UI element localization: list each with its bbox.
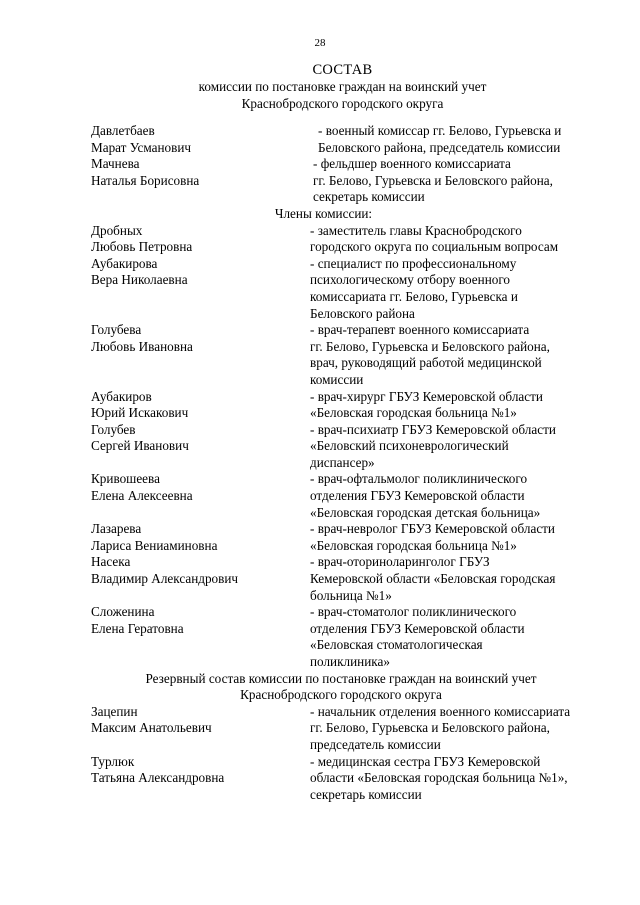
person-role-line: - врач-хирург ГБУЗ Кемеровской области <box>310 388 543 404</box>
person-name <box>91 554 310 604</box>
person-name <box>91 223 310 256</box>
person-name-line: Давлетбаев <box>91 123 155 138</box>
person-role-line: комиссариата гг. Белово, Гурьевска и <box>310 288 518 304</box>
person-name-line: Марат Усманович <box>91 139 192 155</box>
person-role <box>310 704 636 754</box>
person-name-line: Насека <box>91 554 131 570</box>
person-name <box>91 389 310 422</box>
person-entry <box>91 389 636 422</box>
person-role-line: отделения ГБУЗ Кемеровской области <box>310 620 525 636</box>
person-name-line: Голубева <box>91 322 142 338</box>
person-role <box>310 389 636 422</box>
person-entry <box>91 223 636 256</box>
person-role <box>310 156 636 206</box>
heading-line-2: комиссии по постановке граждан на воинский учет <box>198 79 487 94</box>
person-role-line: - заместитель главы Краснобродского <box>310 222 522 238</box>
person-entry <box>91 604 636 670</box>
person-role <box>310 256 636 322</box>
person-name-line: Максим Анатольевич <box>91 720 212 736</box>
person-role-line: Беловского района, председатель комиссии <box>318 139 561 155</box>
person-name <box>91 123 310 156</box>
person-name-line: Владимир Александрович <box>91 571 239 587</box>
person-name-line: Турлюк <box>91 753 135 769</box>
document-body <box>91 123 636 803</box>
person-name-line: Лазарева <box>91 521 142 537</box>
person-role <box>310 754 636 804</box>
person-name-line: Сергей Иванович <box>91 438 189 454</box>
person-name-line: Елена Алексеевна <box>91 488 193 504</box>
person-role <box>310 123 636 156</box>
person-entry <box>91 156 636 206</box>
person-role-line: «Беловская городская больница №1» <box>310 405 517 421</box>
person-role-line: «Беловский психоневрологический <box>310 438 509 454</box>
person-role <box>310 322 636 388</box>
person-role-line: психологическому отбору военного <box>310 272 511 288</box>
person-name-line: Зацепин <box>91 703 138 719</box>
reserve-title-line-1: Резервный состав комиссии по постановке граждан на воинский учет <box>145 670 537 686</box>
person-role-line: отделения ГБУЗ Кемеровской области <box>310 488 525 504</box>
person-entry <box>91 554 636 604</box>
person-name-line: Мачнева <box>91 156 140 172</box>
heading-line-3: Краснобродского городского округа <box>241 95 444 111</box>
page-number: 28 <box>314 37 326 49</box>
person-entry <box>91 521 636 554</box>
person-name <box>91 471 310 521</box>
heading-title: СОСТАВ <box>312 62 373 78</box>
person-name-line: Дробных <box>91 222 143 238</box>
person-name-line: Сложенина <box>91 604 155 620</box>
person-name <box>91 256 310 322</box>
person-name-line: Татьяна Александровна <box>91 770 225 786</box>
person-role <box>310 554 636 604</box>
person-role-line: - врач-терапевт военного комиссариата <box>310 322 530 338</box>
commission-leaders <box>91 123 636 206</box>
person-role-line: области «Беловская городская больница №1», <box>310 770 568 786</box>
members-title: Члены комиссии: <box>274 205 373 221</box>
reserve-title-line-2: Краснобродского городского округа <box>240 687 442 703</box>
person-role-line: «Беловская стоматологическая <box>310 637 483 653</box>
person-name-line: Лариса Вениаминовна <box>91 537 218 553</box>
person-role-line: - врач-офтальмолог поликлинического <box>310 471 528 487</box>
person-role <box>310 521 636 554</box>
person-entry <box>91 704 636 754</box>
person-name <box>91 322 310 388</box>
person-role-line: «Беловская городская больница №1» <box>310 537 517 553</box>
person-entry <box>91 256 636 322</box>
person-role-line: больница №1» <box>310 587 392 603</box>
person-role-line: Кемеровской области «Беловская городская <box>310 571 556 587</box>
person-role <box>310 604 636 670</box>
person-role-line: - начальник отделения военного комиссариата <box>310 703 571 719</box>
person-role-line: Беловского района <box>310 305 415 321</box>
person-name-line: Кривошеева <box>91 471 160 487</box>
commission-members <box>91 223 636 671</box>
reserve-members <box>91 704 636 804</box>
person-role-line: - военный комиссар гг. Белово, Гурьевска и <box>318 123 562 138</box>
person-entry <box>91 422 636 472</box>
person-role-line: секретарь комиссии <box>313 189 425 205</box>
person-role-line: - специалист по профессиональному <box>310 255 517 271</box>
person-name <box>91 521 310 554</box>
person-name-line: Вера Николаевна <box>91 272 188 288</box>
person-role <box>310 422 636 472</box>
person-entry <box>91 471 636 521</box>
person-name <box>91 704 310 754</box>
person-name <box>91 604 310 670</box>
person-role <box>310 223 636 256</box>
person-name-line: Елена Гератовна <box>91 620 184 636</box>
person-role-line: - врач-оториноларинголог ГБУЗ <box>310 554 490 570</box>
person-name-line: Любовь Петровна <box>91 239 193 255</box>
person-role-line: диспансер» <box>310 454 375 470</box>
person-name-line: Любовь Ивановна <box>91 338 193 354</box>
person-role-line: поликлиника» <box>310 654 390 669</box>
person-name <box>91 754 310 804</box>
person-role-line: комиссии <box>310 371 364 387</box>
person-role-line: гг. Белово, Гурьевска и Беловского района, <box>310 338 550 354</box>
person-role-line: секретарь комиссии <box>310 786 422 802</box>
person-role-line: врач, руководящий работой медицинской <box>310 355 542 371</box>
person-entry <box>91 322 636 388</box>
person-role-line: - врач-стоматолог поликлинического <box>310 604 517 620</box>
person-name <box>91 156 310 206</box>
person-entry <box>91 754 636 804</box>
person-name <box>91 422 310 472</box>
person-role-line: «Беловская городская детская больница» <box>310 504 541 520</box>
document-heading <box>50 61 635 112</box>
person-role <box>310 471 636 521</box>
person-name-line: Аубакирова <box>91 255 158 271</box>
person-name-line: Аубакиров <box>91 388 152 404</box>
person-role-line: - фельдшер военного комиссариата <box>313 156 511 172</box>
person-role-line: председатель комиссии <box>310 736 441 752</box>
person-name-line: Наталья Борисовна <box>91 172 200 188</box>
person-entry <box>91 123 636 156</box>
person-name-line: Голубев <box>91 421 136 437</box>
person-role-line: - медицинская сестра ГБУЗ Кемеровской <box>310 753 541 769</box>
person-role-line: гг. Белово, Гурьевска и Беловского района, <box>310 720 550 736</box>
person-name-line: Юрий Искакович <box>91 405 189 421</box>
person-role-line: гг. Белово, Гурьевска и Беловского района, <box>313 172 553 188</box>
person-role-line: - врач-невролог ГБУЗ Кемеровской области <box>310 521 555 537</box>
person-role-line: - врач-психиатр ГБУЗ Кемеровской области <box>310 421 556 437</box>
person-role-line: городского округа по социальным вопросам <box>310 239 559 255</box>
